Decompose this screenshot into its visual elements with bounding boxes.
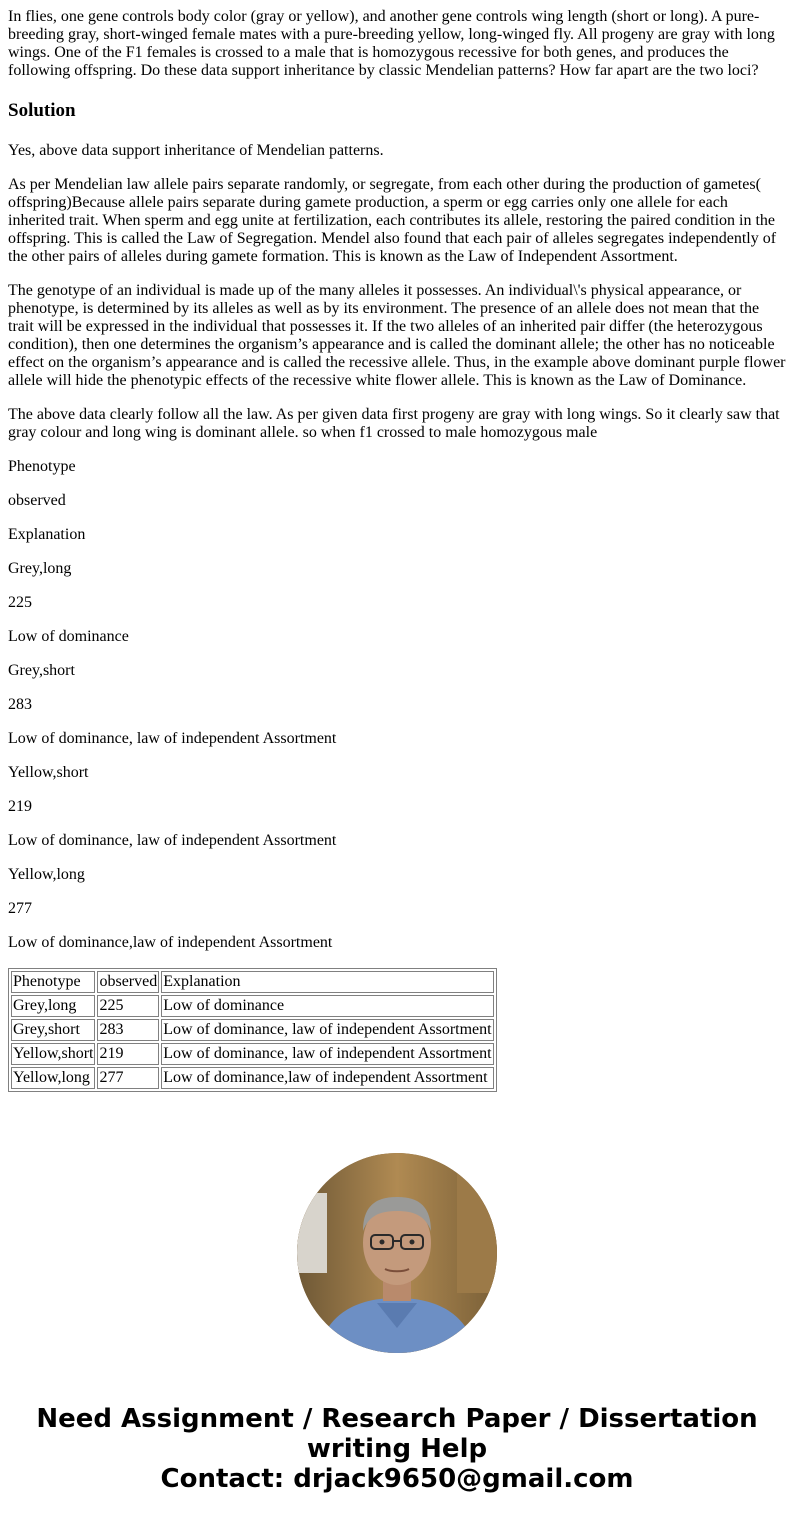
- loose-line: 219: [8, 798, 32, 815]
- table-cell: Yellow,long: [11, 1067, 95, 1089]
- loose-line: Phenotype: [8, 458, 76, 475]
- conclusion-paragraph: The above data clearly follow all the law. As per given data first progeny are gray with long wings. So it clearly saw that gray colour and long wing is dominant allele. so when f1 crossed to male homozygous male: [8, 406, 780, 441]
- loose-line: Explanation: [8, 526, 86, 543]
- table-header-row: [11, 971, 494, 993]
- table-row: [11, 1019, 494, 1041]
- answer-paragraph: Yes, above data support inheritance of Mendelian patterns.: [8, 142, 384, 159]
- table-row: [11, 1043, 494, 1065]
- loose-line: Yellow,long: [8, 866, 85, 883]
- segregation-paragraph: As per Mendelian law allele pairs separate randomly, or segregate, from each other during the production of gametes( offspring)Because allele pairs separate during gamete production, a sperm or egg carries only one allele for each inherited trait. When sperm and egg unite at fertilization, each contributes its allele, restoring the paired condition in the offspring. This is called the Law of Segregation. Mendel also found that each pair of alleles segregates independently of the other pairs of alleles during gamete formation. This is known as the Law of Independent Assortment.: [8, 176, 777, 265]
- table-header-cell: Phenotype: [11, 971, 95, 993]
- solution-heading: Solution: [8, 100, 76, 121]
- loose-line: observed: [8, 492, 66, 509]
- promo-footer: [0, 1404, 794, 1494]
- table-header-cell: observed: [97, 971, 159, 993]
- table-cell: Grey,short: [11, 1019, 95, 1041]
- dominance-paragraph: The genotype of an individual is made up of the many alleles it possesses. An individual\'s physical appearance, or phenotype, is determined by its alleles as well as by its environment. The presence of an allele does not mean that the trait will be expressed in the individual that possesses it. If the two alleles of an inherited pair differ (the heterozygous condition), then one determines the organism’s appearance and is called the dominant allele; the other has no noticeable effect on the organism’s appearance and is called the recessive allele. Thus, in the example above dominant purple flower allele will hide the phenotypic effects of the recessive white flower allele. This is known as the Law of Dominance.: [8, 282, 786, 389]
- table-cell: Low of dominance, law of independent Assortment: [161, 1019, 493, 1041]
- loose-line: Low of dominance, law of independent Assortment: [8, 730, 337, 747]
- loose-line: 277: [8, 900, 32, 917]
- table-cell: Low of dominance,law of independent Assortment: [161, 1067, 493, 1089]
- table-row: [11, 1067, 494, 1089]
- footer-line: writing Help: [306, 1434, 488, 1464]
- document-body: [8, 0, 786, 1092]
- footer-contact: Contact: drjack9650@gmail.com: [160, 1464, 634, 1494]
- loose-line: Low of dominance: [8, 628, 129, 645]
- loose-line: 225: [8, 594, 32, 611]
- loose-line: 283: [8, 696, 32, 713]
- phenotype-table: [8, 968, 497, 1092]
- table-cell: 283: [97, 1019, 159, 1041]
- loose-line: Yellow,short: [8, 764, 89, 781]
- table-cell: 219: [97, 1043, 159, 1065]
- footer-line: Need Assignment / Research Paper / Dissertation: [36, 1404, 758, 1434]
- question-text: In flies, one gene controls body color (gray or yellow), and another gene controls wing length (short or long). A pure-breeding gray, short-winged female mates with a pure-breeding yellow, long-winged fly. All progeny are gray with long wings. One of the F1 females is crossed to a male that is homozygous recessive for both genes, and produces the following offspring. Do these data support inheritance by classic Mendelian patterns? How far apart are the two loci?: [8, 8, 775, 79]
- table-header-cell: Explanation: [161, 971, 493, 993]
- table-cell: Low of dominance: [161, 995, 493, 1017]
- table-cell: 225: [97, 995, 159, 1017]
- table-cell: Low of dominance, law of independent Assortment: [161, 1043, 493, 1065]
- loose-line: Low of dominance,law of independent Assortment: [8, 934, 333, 951]
- loose-line: Low of dominance, law of independent Assortment: [8, 832, 337, 849]
- loose-line: Grey,long: [8, 560, 72, 577]
- author-avatar: [297, 1153, 497, 1353]
- table-cell: 277: [97, 1067, 159, 1089]
- table-row: [11, 995, 494, 1017]
- author-portrait-image: [297, 1153, 497, 1353]
- loose-line: Grey,short: [8, 662, 75, 679]
- table-cell: Yellow,short: [11, 1043, 95, 1065]
- table-cell: Grey,long: [11, 995, 95, 1017]
